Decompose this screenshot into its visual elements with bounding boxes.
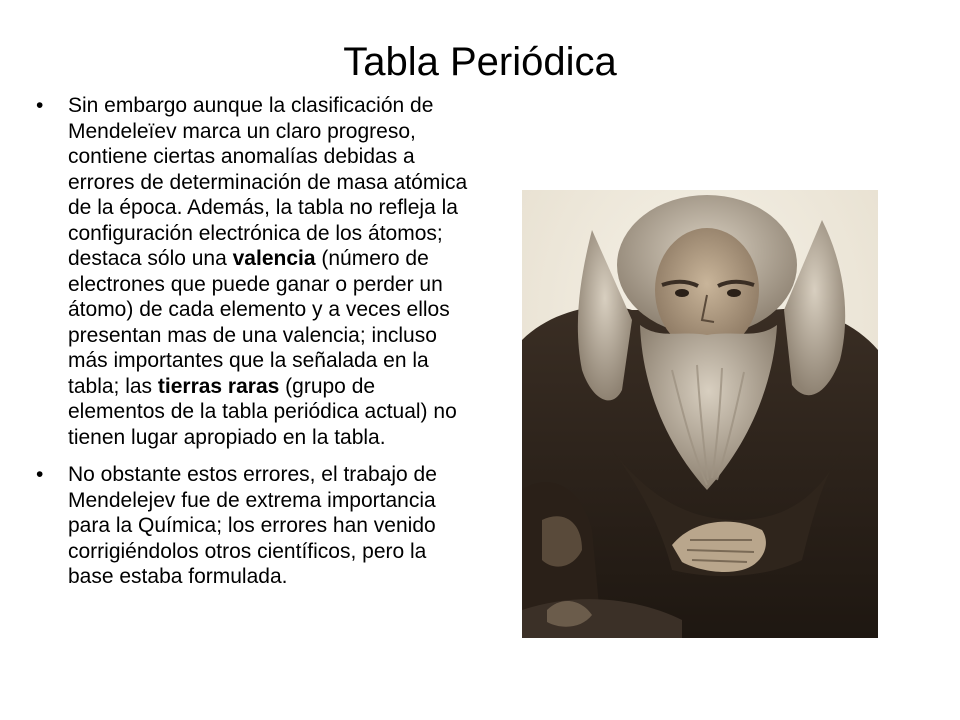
bullet-text-part: No obstante estos errores, el trabajo de Mendelejev fue de extrema importancia para la Química; los errores han venido corrigiéndolos otros científicos, pero la base estaba formulada. xyxy=(68,463,437,588)
bullet-text-part: Sin embargo aunque la clasificación de Mendeleïev marca un claro progreso, contiene ciertas anomalías debidas a errores de determinación de masa atómica de la época. Además, la tabla no refleja la configuración electrónica de los átomos; destaca sólo una xyxy=(68,94,468,270)
portrait-photo xyxy=(522,190,878,638)
slide-title: Tabla Periódica xyxy=(343,40,617,84)
bullet-item-2 xyxy=(36,462,476,590)
bold-term-valencia: valencia xyxy=(232,247,316,270)
bold-term-tierras-raras: tierras raras xyxy=(157,374,280,398)
sepia-portrait-icon xyxy=(522,190,878,638)
bullet-icon: • xyxy=(36,463,44,486)
bullet-icon: • xyxy=(36,94,44,117)
bullet-item-1 xyxy=(36,93,476,450)
bullet-text-part: (número de electrones que puede ganar o perder un átomo) de cada elemento y a veces ellos presentan mas de una valencia; incluso más importantes que la señalada en la tabla; las xyxy=(68,247,450,398)
bullet-text-part: (grupo de elementos de la tabla periódica actual) no tienen lugar apropiado en la tabla. xyxy=(68,374,457,449)
bullet-list xyxy=(36,93,476,602)
